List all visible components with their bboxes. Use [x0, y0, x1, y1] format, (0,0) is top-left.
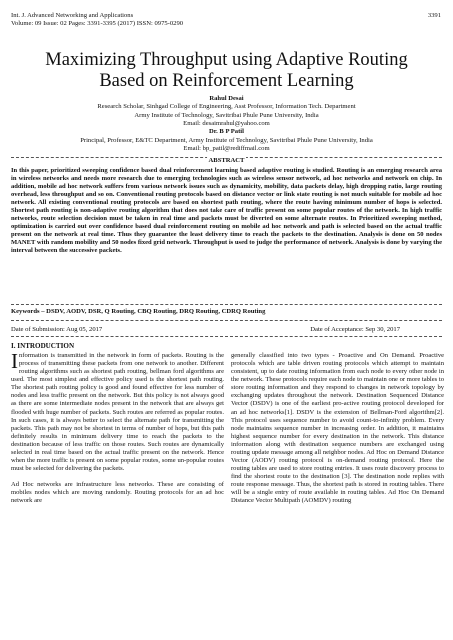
- abstract-heading: ABSTRACT: [208, 157, 245, 164]
- body-paragraph: generally classified into two types - Proactive and On Demand. Proactive protocols which are table driven routing protocols which attempt to maintain consistent, up to date routing information from each node to every other node in the network. These protocols require each node to maintain one or more tables to store routing information and they respond to changes in network topology by exchanging updates throughout the network. Destination Sequenced Distance Vector (DSDV) is one of the earliest pro-active routing protocol developed for an ad hoc networks[1]. DSDV is the extension of Bellman-Ford algorithm[2]. This protocol uses sequence number to avoid count-to-infinity problem. Every node maintains sequence number in increasing order. In addition, it maintains highest sequence number for every destination in the network. This distance information along with destination sequence numbers are exchanged using routing update message among all neighbor nodes. Ad Hoc on Demand Distance Vector (AODV) routing protocol is on-demand routing protocol. Here the routing tables are used to store routing entries. It uses route discovery process to find the shortest route to the destination [3]. The destination node replies with route response message. Thus, the shortest path is stored in routing tables. There will be a single entry of route available in routing tables. Ad Hoc On Demand Distance Vector Multipath (AOMDV) routing: [231, 352, 444, 505]
- title-line-1: Maximizing Throughput using Adaptive Routing: [45, 50, 408, 70]
- drop-cap: I: [11, 349, 18, 373]
- title-line-2: Based on Reinforcement Learning: [99, 71, 354, 91]
- body-paragraph: Ad Hoc networks are infrastructure less networks. These are consisting of mobiles nodes which are moving randomly. Routing protocols for an ad hoc network are: [11, 481, 224, 505]
- author-name: Rahul Desai: [209, 95, 244, 102]
- abstract-text: In this paper, prioritized sweeping confidence based dual reinforcement learning based adaptive routing is studied. Routing is an emerging research area in wireless networks and needs more research due to emerging technologies such as wireless sensor network, ad hoc networks and network on chip. In addition, mobile ad hoc network suffers from various network issues such as dynamicity, mobility, data packets delay, high dropping ratio, large routing overhead, less throughput and so on. Conventional routing protocols based on distance vector or link state routing is not much suitable for mobile ad hoc network. All existing conventional routing protocols are based on shortest path routing, where the route having minimum number of hops is selected. Shortest path routing is non-adaptive routing algorithm that does not take care of traffic present on some popular routes of the network. In high traffic networks, route selection decision must be taken in real time and packets must be diverted on some alternate routes. In Prioritized sweeping method, optimization is carried out over confidence based dual reinforcement routing on mobile ad hoc network and path is selected based on the actual traffic present on the network at real time. Thus they guarantee the least delivery time to reach the packets to the destination. Analysis is done on 50 nodes MANET with random mobility and 50 nodes fixed grid network. Throughput is used to judge the performance of network. Analysis is done by varying the interval between the successive packets.: [11, 167, 442, 255]
- journal-name: Int. J. Advanced Networking and Applications: [11, 12, 134, 19]
- divider: [11, 304, 442, 305]
- right-column: [231, 352, 444, 505]
- date-line: [11, 326, 442, 334]
- paper-title: [20, 50, 433, 92]
- divider: [11, 320, 442, 321]
- author-email: Email: bp_patil@rediffmail.com: [183, 145, 270, 153]
- volume-info: Volume: 09 Issue: 02 Pages: 3391-3395 (2017) ISSN: 0975-0290: [11, 20, 184, 28]
- paragraph-text: nformation is transmitted in the network in form of packets. Routing is the process of transmitting these packets from one network to another. Different routing algorithms such as shortest path routing, bellman ford algorithms are used. The most simplest and effective policy used is the shortest path routing. The shortest path routing policy is good and found effective for less number of nodes and less traffic present on the network. But this policy is not always good as there are some intermediate nodes present in the network that are always get flooded with huge number of packets. Such routes are referred as popular routes. In such cases, it is always better to select the alternate path for transmitting the packets. This path may not be shortest in terms of number of hops, but this path definitely results in minimum delivery time to reach the packets to the destination because of less traffic on those routes. Such routes are dynamically selected in real time based on the actual traffic present on the network. Hence when the more traffic is present on some popular routes, some un-popular routes must be selected for delivering the packets.: [11, 352, 224, 473]
- author-affiliation: Research Scholar, Sinhgad College of Engineering, Asst Professor, Information Tech. Department: [97, 103, 356, 111]
- author-block: [10, 95, 443, 153]
- page-number: 3391: [427, 12, 441, 19]
- keywords-label: Keywords –: [11, 308, 45, 315]
- submission-date: Date of Submission: Aug 05, 2017: [11, 326, 103, 333]
- keywords: [11, 308, 442, 316]
- left-column: [11, 349, 224, 505]
- author-email: Email: desaimrahul@yahoo.com: [183, 120, 270, 128]
- keywords-list: DSDV, AODV, DSR, Q Routing, CBQ Routing, DRQ Routing, CDRQ Routing: [44, 308, 266, 315]
- author-name: Dr. B P Patil: [209, 128, 244, 136]
- author-affiliation: Army Institute of Technology, Savitribai Phule Pune University, India: [134, 111, 319, 119]
- running-header: [11, 12, 441, 28]
- divider: [11, 336, 442, 337]
- body-paragraph: [11, 349, 224, 473]
- section-heading: I. INTRODUCTION: [11, 342, 75, 350]
- author-affiliation: Principal, Professor, E&TC Department, Army Institute of Technology, Savitribai Phule Pune University, India: [80, 136, 373, 144]
- acceptance-date: Date of Acceptance: Sep 30, 2017: [310, 326, 400, 333]
